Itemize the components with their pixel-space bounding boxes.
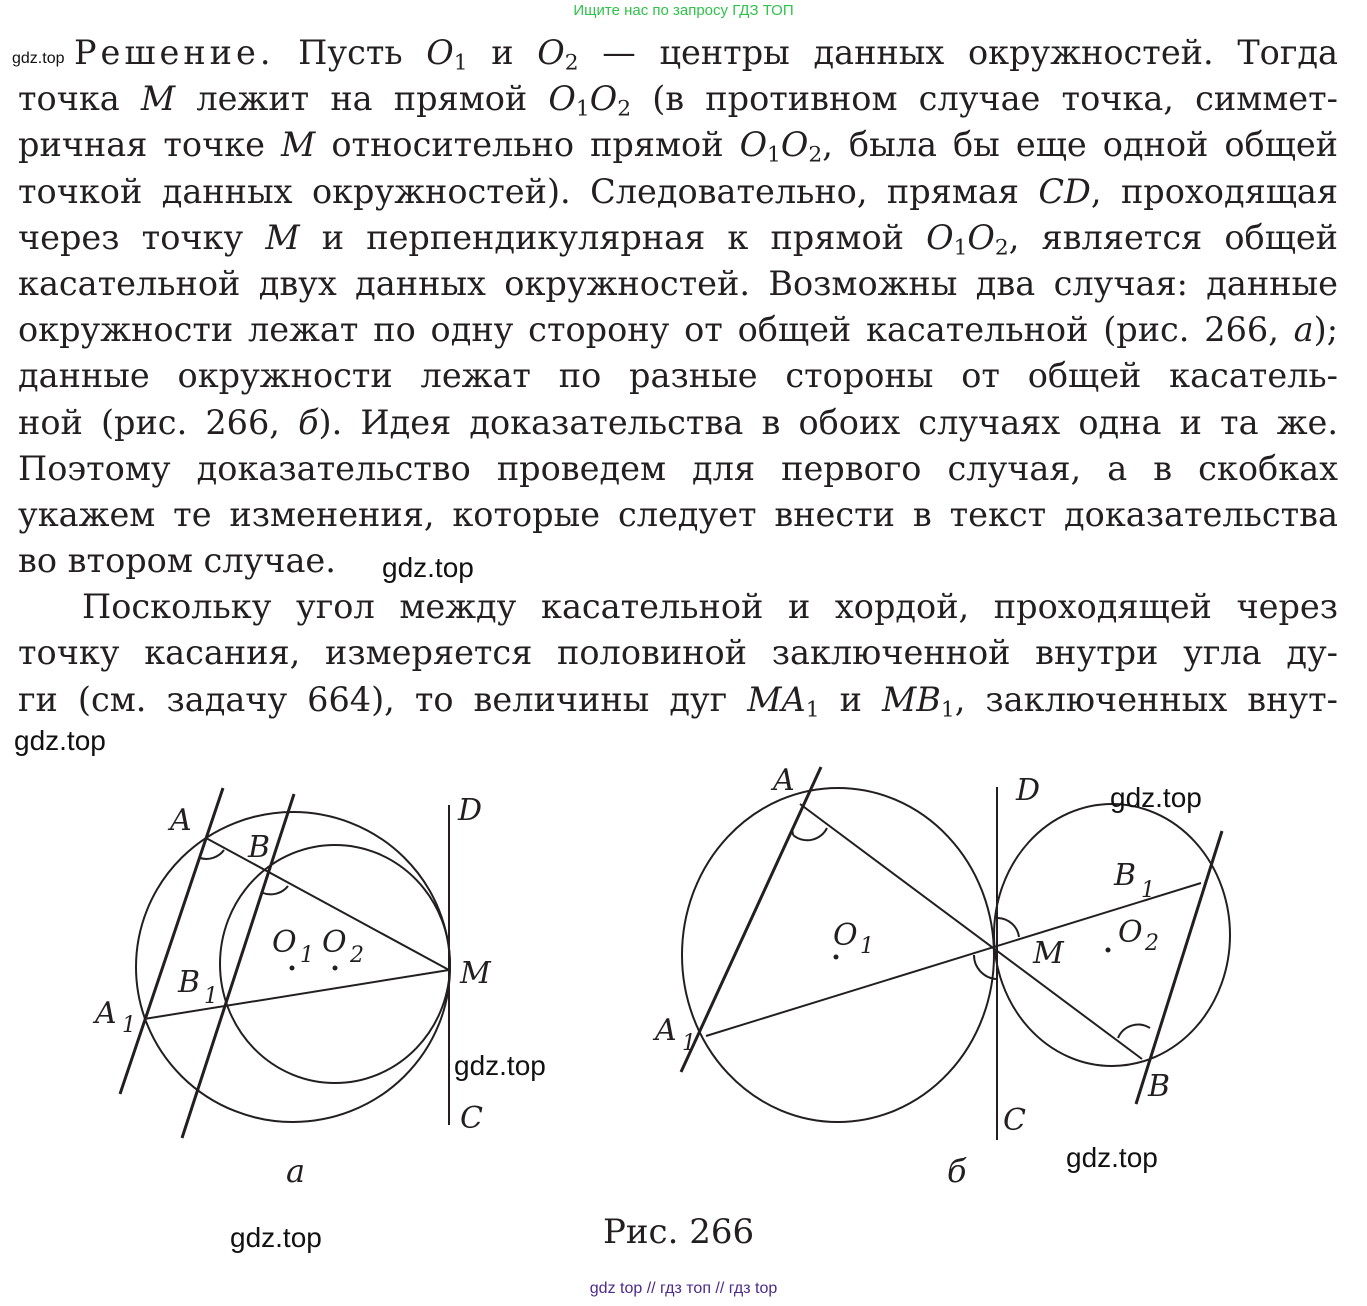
figure-266 — [0, 760, 1367, 1200]
svg-text:O: O — [322, 925, 347, 960]
figure-a-sublabel: а — [286, 1152, 306, 1190]
circle-o1 — [682, 788, 994, 1122]
text-line: окружности лежат по одну сторону от общей касательной (рис. 266, а); — [18, 310, 1338, 350]
svg-text:O: O — [833, 918, 858, 953]
center-o2 — [1106, 948, 1111, 953]
svg-text:C: C — [460, 1101, 483, 1136]
svg-text:A: A — [773, 763, 795, 798]
watermark: gdz.top — [1110, 782, 1202, 813]
svg-text:D: D — [458, 793, 483, 828]
svg-text:1: 1 — [682, 1031, 696, 1056]
figure-b-labels — [652, 763, 1170, 1138]
svg-text:A: A — [170, 803, 192, 838]
text-line: во втором случае. — [18, 541, 336, 581]
text-line: ги (см. задачу 664), то величины дуг $MA_1$ и $MB_1$, заключенных внут- — [18, 679, 1338, 723]
figure-caption: Рис. 266 — [603, 1212, 755, 1252]
text-line: ной (рис. 266, б). Идея доказательства в обоих случаях одна и та же. — [18, 402, 1338, 442]
watermark: gdz.top — [230, 1222, 322, 1253]
angle-arc-b — [263, 886, 288, 894]
center-o1 — [290, 966, 295, 971]
svg-text:2: 2 — [1145, 931, 1159, 956]
svg-text:1: 1 — [1141, 878, 1155, 903]
svg-text:M: M — [1033, 936, 1064, 971]
search-banner[interactable]: Ищите нас по запросу ГДЗ ТОП — [573, 2, 794, 19]
figure-a — [120, 788, 450, 1138]
text-line: через точку M и перпендикулярная к прямой $O_1O_2$, является общей — [18, 217, 1338, 261]
watermark: gdz.top — [14, 725, 106, 756]
watermark: gdz.top — [382, 552, 474, 583]
watermark: gdz.top — [1066, 1142, 1158, 1173]
svg-text:2: 2 — [350, 943, 364, 968]
svg-text:1: 1 — [300, 943, 314, 968]
center-o2 — [333, 966, 338, 971]
angle-arc-a — [200, 850, 224, 859]
chord-a1b1 — [706, 883, 1201, 1036]
text-line: точка M лежит на прямой $O_1O_2$ (в противном случае точка, симмет- — [18, 79, 1338, 122]
text-line: Поэтому доказательство проведем для первого случая, а в скобках — [18, 448, 1338, 488]
watermark: gdz.top — [12, 50, 65, 67]
text-line: ричная точке M относительно прямой $O_1O_2$, была бы еще одной общей — [18, 125, 1338, 168]
figure-b-sublabel: б — [947, 1152, 967, 1190]
svg-text:M: M — [460, 956, 491, 991]
angle-arc-a — [792, 828, 827, 840]
svg-text:B: B — [1148, 1069, 1171, 1104]
svg-text:A: A — [95, 996, 117, 1031]
svg-text:A: A — [655, 1013, 677, 1048]
angle-arc-m-top — [998, 918, 1019, 937]
line-aa1 — [681, 767, 821, 1072]
svg-text:1: 1 — [122, 1013, 136, 1038]
text-line: данные окружности лежат по разные стороны от общей касатель- — [18, 356, 1338, 396]
watermark: gdz.top — [454, 1050, 546, 1081]
text-line: Поскольку угол между касательной и хордой, проходящей через — [82, 587, 1338, 627]
text-line: касательной двух данных окружностей. Возможны два случая: данные — [18, 263, 1338, 303]
svg-text:B: B — [178, 965, 201, 1000]
footer-links[interactable]: gdz top // гдз топ // гдз top — [589, 1280, 778, 1297]
svg-text:D: D — [1016, 773, 1041, 808]
center-o1 — [834, 955, 839, 960]
svg-text:B: B — [1114, 858, 1137, 893]
text-line: Решение. Пусть $O_1$ и $O_2$ — центры данных окружностей. Тогда — [74, 33, 1338, 76]
figure-a-labels — [92, 793, 492, 1136]
angle-arc-b — [1118, 1025, 1150, 1038]
text-line: точкой данных окружностей). Следовательно, прямая CD, проходящая — [18, 171, 1338, 211]
solution-text — [18, 30, 1338, 723]
svg-text:1: 1 — [204, 984, 218, 1009]
text-line: точку касания, измеряется половиной заключенной внутри угла ду- — [18, 633, 1338, 673]
svg-text:1: 1 — [860, 934, 874, 959]
text-line: укажем те изменения, которые следует внести в текст доказательства — [18, 494, 1338, 534]
svg-text:O: O — [272, 925, 297, 960]
svg-text:O: O — [1118, 915, 1143, 950]
svg-text:B: B — [248, 830, 271, 865]
circle-o2 — [220, 845, 450, 1083]
svg-text:C: C — [1003, 1103, 1026, 1138]
line-bb1 — [1136, 831, 1222, 1104]
solution-heading: Решение. — [74, 33, 275, 72]
